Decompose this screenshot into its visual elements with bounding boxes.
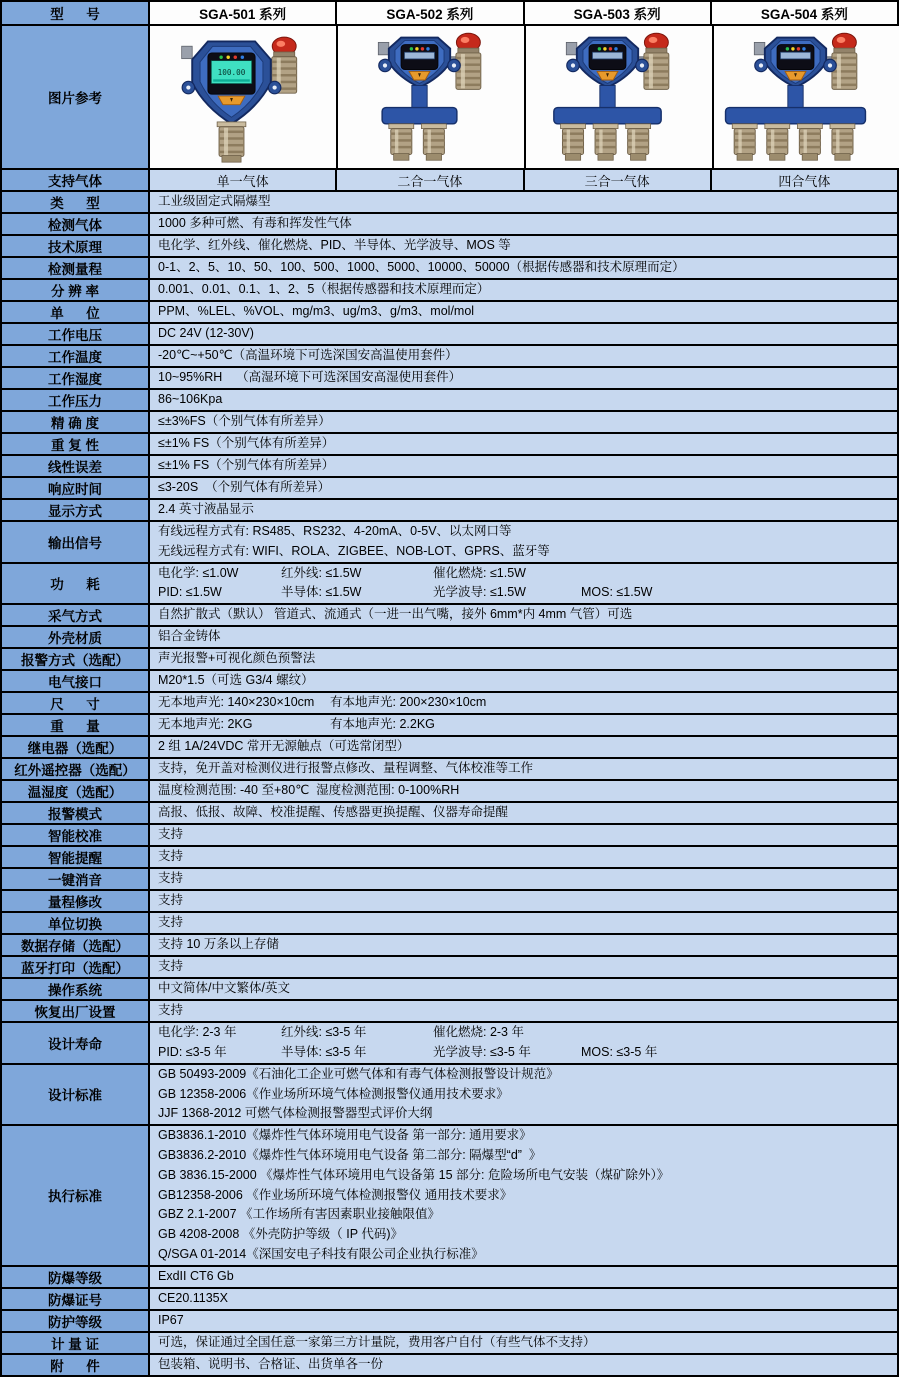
row-value (150, 1023, 897, 1063)
spec-row (2, 214, 897, 236)
row-label: 检测量程 (2, 258, 150, 278)
value-line: 支持 (158, 959, 184, 974)
spec-row (2, 280, 897, 302)
row-value (150, 1065, 897, 1124)
spec-row (2, 1267, 897, 1289)
spec-row (2, 258, 897, 280)
value-line: GB3836.2-2010《爆炸性气体环境用电气设备 第二部分: 隔爆型“d” 》 (158, 1147, 542, 1162)
product-image-sga-501 (150, 26, 338, 168)
row-label: 智能校准 (2, 825, 150, 845)
value-line: GBZ 2.1-2007 《工作场所有害因素职业接触限值》 (158, 1207, 440, 1222)
row-label-images: 图片参考 (2, 26, 150, 168)
spec-row (2, 1333, 897, 1355)
value-line: ≤±1% FS（个别气体有所差异） (158, 436, 335, 451)
value-line: IP67 (158, 1312, 184, 1327)
row-value (150, 280, 897, 300)
row-label: 操作系统 (2, 979, 150, 999)
row-label: 分 辨 率 (2, 280, 150, 300)
row-value (150, 346, 897, 366)
value-line: GB 50493-2009《石油化工企业可燃气体和有毒气体检测报警设计规范》 (158, 1066, 559, 1081)
spec-row (2, 891, 897, 913)
value-line: GB3836.1-2010《爆炸性气体环境用电气设备 第一部分: 通用要求》 (158, 1128, 532, 1143)
value-line: 温度检测范围: -40 至+80℃ 湿度检测范围: 0-100%RH (158, 783, 460, 798)
row-value (150, 737, 897, 757)
spec-row (2, 737, 897, 759)
value-line (150, 715, 897, 735)
value-line: 10~95%RH （高湿环境下可选深国安高湿使用套件） (158, 370, 462, 385)
row-label: 温湿度（选配） (2, 781, 150, 801)
row-value (150, 803, 897, 823)
row-value (150, 412, 897, 432)
row-label: 量程修改 (2, 891, 150, 911)
value-line: JJF 1368-2012 可燃气体检测报警器型式评价大纲 (158, 1106, 433, 1121)
value-line: ExdII CT6 Gb (158, 1268, 234, 1283)
value-segment: PID: ≤3-5 年 (158, 1044, 227, 1059)
model-header-sga-501: SGA-501 系列 (150, 2, 337, 24)
value-line: GB 3836.15-2000 《爆炸性气体环境用电气设备第 15 部分: 危险场所电气安装（煤矿除外）》 (158, 1167, 670, 1182)
spec-row (2, 1289, 897, 1311)
row-label: 技术原理 (2, 236, 150, 256)
spec-row (2, 847, 897, 869)
row-value (150, 935, 897, 955)
value-line: 支持 (158, 1003, 184, 1018)
row-value (150, 759, 897, 779)
value-line (150, 564, 897, 584)
value-segment: MOS: ≤1.5W (581, 585, 653, 600)
row-label: 检测气体 (2, 214, 150, 234)
row-value (150, 390, 897, 410)
model-header-sga-502: SGA-502 系列 (337, 2, 524, 24)
spec-row (2, 456, 897, 478)
row-label: 蓝牙打印（选配） (2, 957, 150, 977)
spec-row (2, 979, 897, 1001)
spec-row (2, 1355, 897, 1375)
value-line: 0.001、0.01、0.1、1、2、5（根据传感器和技术原理而定） (158, 282, 490, 297)
value-segment: 半导体: ≤3-5 年 (281, 1044, 367, 1059)
row-label: 恢复出厂设置 (2, 1001, 150, 1021)
value-segment: 红外线: ≤3-5 年 (281, 1025, 367, 1040)
row-label: 显示方式 (2, 500, 150, 520)
value-segment: MOS: ≤3-5 年 (581, 1044, 658, 1059)
spec-row (2, 627, 897, 649)
row-value (150, 825, 897, 845)
row-value (150, 627, 897, 647)
gas-detector-illustration (151, 28, 335, 166)
value-line: 支持 (158, 871, 184, 886)
header-row (2, 2, 897, 26)
row-label: 数据存储（选配） (2, 935, 150, 955)
spec-row (2, 649, 897, 671)
row-value (150, 781, 897, 801)
gas-detector-illustration (715, 28, 899, 166)
row-value (150, 715, 897, 735)
model-header-sga-504: SGA-504 系列 (712, 2, 897, 24)
value-line: 0-1、2、5、10、50、100、500、1000、5000、10000、50000（根据传感器和技术原理而定） (158, 260, 685, 275)
value-line: 可选，保证通过全国任意一家第三方计量院，费用客户自付（有些气体不支持） (158, 1334, 596, 1349)
row-value (150, 1311, 897, 1331)
row-label: 一键消音 (2, 869, 150, 889)
row-label: 计 量 证 (2, 1333, 150, 1353)
gas-type-cell: 二合一气体 (337, 170, 524, 190)
spec-row (2, 781, 897, 803)
spec-row (2, 671, 897, 693)
value-segment: 红外线: ≤1.5W (281, 565, 362, 580)
row-label-model: 型 号 (2, 2, 150, 24)
value-line: GB 4208-2008 《外壳防护等级（ IP 代码)》 (158, 1227, 403, 1242)
row-label: 工作温度 (2, 346, 150, 366)
value-segment: 电化学: ≤1.0W (158, 565, 239, 580)
value-line: 86~106Kpa (158, 392, 223, 407)
row-label: 重 复 性 (2, 434, 150, 454)
row-value (150, 564, 897, 604)
gas-type-cell: 四合气体 (712, 170, 897, 190)
value-line (150, 583, 897, 603)
value-line (150, 1023, 897, 1043)
value-line: CE20.1135X (158, 1290, 228, 1305)
spec-row (2, 1311, 897, 1333)
value-line: 支持 (158, 827, 184, 842)
product-image-sga-504 (714, 26, 899, 168)
spec-row (2, 913, 897, 935)
row-label: 继电器（选配） (2, 737, 150, 757)
row-label: 响应时间 (2, 478, 150, 498)
value-line: ≤±1% FS（个别气体有所差异） (158, 458, 335, 473)
value-line: 声光报警+可视化颜色预警法 (158, 651, 316, 666)
value-line: 支持 (158, 849, 184, 864)
value-line: 2 组 1A/24VDC 常开无源触点（可选常闭型） (158, 739, 410, 754)
spec-row (2, 825, 897, 847)
value-segment: 有本地声光: 2.2KG (330, 717, 435, 732)
row-value (150, 605, 897, 625)
value-line (150, 1043, 897, 1063)
value-line: DC 24V (12-30V) (158, 326, 254, 341)
value-segment: 光学波导: ≤1.5W (433, 585, 526, 600)
value-line: 铝合金铸体 (158, 629, 221, 644)
value-segment: 无本地声光: 2KG (158, 717, 253, 732)
row-label: 单 位 (2, 302, 150, 322)
row-label: 线性误差 (2, 456, 150, 476)
row-label: 采气方式 (2, 605, 150, 625)
spec-row (2, 390, 897, 412)
row-value (150, 671, 897, 691)
row-label: 工作压力 (2, 390, 150, 410)
value-segment: 催化燃烧: 2-3 年 (433, 1025, 524, 1040)
row-value (150, 236, 897, 256)
row-label: 精 确 度 (2, 412, 150, 432)
row-value (150, 1355, 897, 1375)
row-label-gases: 支持气体 (2, 170, 150, 190)
product-image-sga-502 (338, 26, 526, 168)
spec-row (2, 412, 897, 434)
row-value (150, 368, 897, 388)
row-label: 防爆等级 (2, 1267, 150, 1287)
row-value (150, 192, 897, 212)
row-label: 报警模式 (2, 803, 150, 823)
spec-row (2, 693, 897, 715)
row-value (150, 957, 897, 977)
gas-type-cell: 三合一气体 (525, 170, 712, 190)
spec-row (2, 500, 897, 522)
value-segment: 半导体: ≤1.5W (281, 585, 362, 600)
row-label: 功 耗 (2, 564, 150, 604)
svg-text:100.00: 100.00 (217, 67, 246, 77)
gas-detector-illustration (339, 28, 523, 166)
spec-row (2, 368, 897, 390)
row-label: 外壳材质 (2, 627, 150, 647)
spec-row (2, 302, 897, 324)
row-value (150, 478, 897, 498)
row-value (150, 1289, 897, 1309)
model-header-sga-503: SGA-503 系列 (525, 2, 712, 24)
value-line: Q/SGA 01-2014《深国安电子科技有限公司企业执行标准》 (158, 1246, 484, 1261)
value-line: 电化学、红外线、催化燃烧、PID、半导体、光学波导、MOS 等 (158, 238, 511, 253)
row-value (150, 1333, 897, 1353)
row-value (150, 1001, 897, 1021)
value-line: 支持 (158, 915, 184, 930)
row-label: 类 型 (2, 192, 150, 212)
spec-row (2, 935, 897, 957)
row-value (150, 522, 897, 562)
row-label: 尺 寸 (2, 693, 150, 713)
value-line: 支持 (158, 893, 184, 908)
spec-row (2, 1065, 897, 1126)
value-line: GB 12358-2006《作业场所环境气体检测报警仪通用技术要求》 (158, 1086, 509, 1101)
value-line: M20*1.5（可选 G3/4 螺纹） (158, 673, 314, 688)
row-label: 设计寿命 (2, 1023, 150, 1063)
value-line: PPM、%LEL、%VOL、mg/m3、ug/m3、g/m3、mol/mol (158, 304, 475, 319)
row-label: 防护等级 (2, 1311, 150, 1331)
value-segment: 有本地声光: 200×230×10cm (330, 695, 487, 710)
spec-rows-container (2, 192, 897, 1375)
value-segment: 光学波导: ≤3-5 年 (433, 1044, 531, 1059)
spec-row (2, 324, 897, 346)
row-label: 工作湿度 (2, 368, 150, 388)
image-row (2, 26, 897, 170)
value-line: GB12358-2006 《作业场所环境气体检测报警仪 通用技术要求》 (158, 1187, 513, 1202)
gas-detector-illustration (527, 28, 711, 166)
value-line: 无线远程方式有: WIFI、ROLA、ZIGBEE、NOB-LOT、GPRS、蓝牙等 (158, 543, 550, 558)
spec-row (2, 236, 897, 258)
value-line: 工业级固定式隔爆型 (158, 194, 271, 209)
value-line: 中文简体/中文繁体/英文 (158, 981, 290, 996)
spec-row (2, 605, 897, 627)
spec-row (2, 346, 897, 368)
value-line: ≤±3%FS（个别气体有所差异） (158, 414, 331, 429)
value-segment: 催化燃烧: ≤1.5W (433, 565, 526, 580)
spec-row (2, 192, 897, 214)
spec-row (2, 759, 897, 781)
row-value (150, 847, 897, 867)
spec-row (2, 522, 897, 564)
row-label: 报警方式（选配） (2, 649, 150, 669)
value-line: 包装箱、说明书、合格证、出货单各一份 (158, 1356, 384, 1371)
value-line: 支持 10 万条以上存储 (158, 937, 279, 952)
row-label: 工作电压 (2, 324, 150, 344)
value-line: 高报、低报、故障、校准提醒、传感器更换提醒、仪器寿命提醒 (158, 805, 509, 820)
value-line (150, 693, 897, 713)
row-label: 红外遥控器（选配） (2, 759, 150, 779)
value-segment: 无本地声光: 140×230×10cm (158, 695, 315, 710)
row-value (150, 302, 897, 322)
row-value (150, 693, 897, 713)
value-line: 有线远程方式有: RS485、RS232、4-20mA、0-5V、以太网口等 (158, 524, 512, 538)
product-image-sga-503 (526, 26, 714, 168)
spec-row (2, 803, 897, 825)
row-value (150, 434, 897, 454)
spec-row (2, 1001, 897, 1023)
spec-row (2, 1023, 897, 1065)
row-value (150, 1126, 897, 1265)
row-value (150, 214, 897, 234)
row-value (150, 913, 897, 933)
row-value (150, 979, 897, 999)
spec-row (2, 434, 897, 456)
value-line: ≤3-20S （个别气体有所差异） (158, 480, 331, 495)
value-line: -20℃~+50℃（高温环境下可选深国安高温使用套件） (158, 348, 458, 363)
row-label: 执行标准 (2, 1126, 150, 1265)
row-label: 附 件 (2, 1355, 150, 1375)
value-line: 支持，免开盖对检测仪进行报警点修改、量程调整、气体校准等工作 (158, 761, 534, 776)
value-line: 2.4 英寸液晶显示 (158, 502, 254, 517)
value-line: 自然扩散式（默认） 管道式、流通式（一进一出气嘴，接外 6mm*内 4mm 气管）可选 (158, 607, 633, 622)
value-line: 1000 多种可燃、有毒和挥发性气体 (158, 216, 352, 231)
row-label: 智能提醒 (2, 847, 150, 867)
row-label: 重 量 (2, 715, 150, 735)
spec-row (2, 478, 897, 500)
row-label: 电气接口 (2, 671, 150, 691)
row-label: 设计标准 (2, 1065, 150, 1124)
spec-row (2, 564, 897, 606)
spec-row (2, 869, 897, 891)
row-value (150, 324, 897, 344)
row-value (150, 500, 897, 520)
row-label: 单位切换 (2, 913, 150, 933)
row-value (150, 869, 897, 889)
spec-row (2, 957, 897, 979)
gases-row (2, 170, 897, 192)
spec-row (2, 1126, 897, 1267)
row-value (150, 891, 897, 911)
row-value (150, 649, 897, 669)
row-label: 输出信号 (2, 522, 150, 562)
value-segment: 电化学: 2-3 年 (158, 1025, 237, 1040)
row-value (150, 456, 897, 476)
row-value (150, 258, 897, 278)
spec-row (2, 715, 897, 737)
value-segment: PID: ≤1.5W (158, 585, 222, 600)
gas-type-cell: 单一气体 (150, 170, 337, 190)
row-value (150, 1267, 897, 1287)
row-label: 防爆证号 (2, 1289, 150, 1309)
